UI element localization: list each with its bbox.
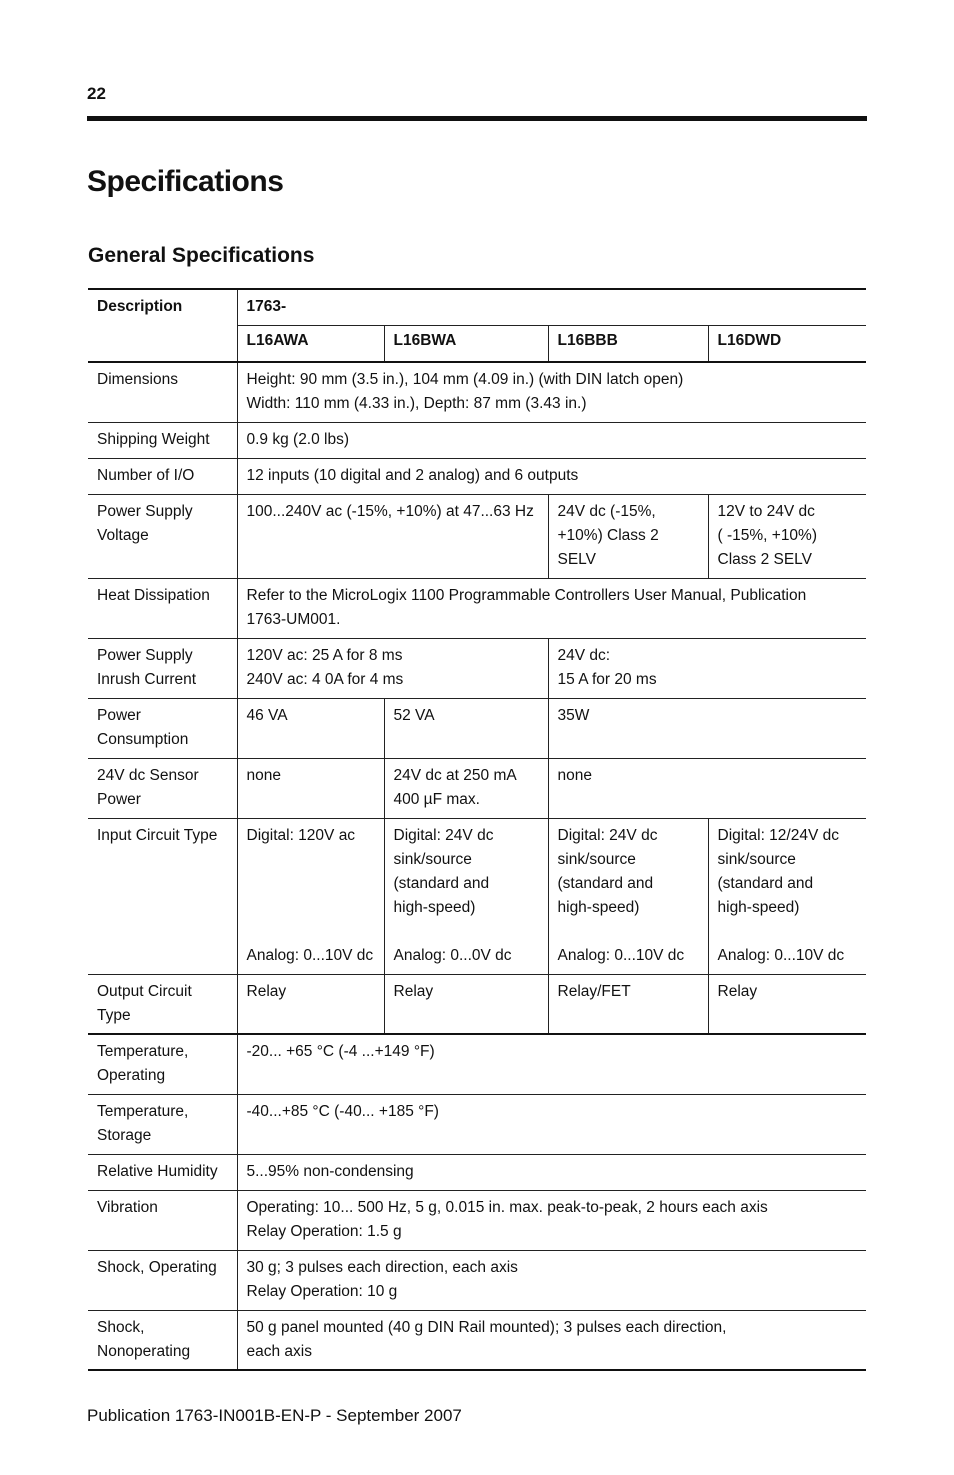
row-label: Shock, Operating xyxy=(88,1250,237,1310)
table-row xyxy=(88,458,866,494)
value-line: Class 2 SELV xyxy=(717,550,812,568)
publication-footer: Publication 1763-IN001B-EN-P - September 2007 xyxy=(87,1406,462,1425)
table-row xyxy=(88,698,866,758)
row-label xyxy=(88,974,237,1034)
row-label: Shipping Weight xyxy=(88,422,237,458)
column-header-model: L16BWA xyxy=(384,326,548,363)
value-line: sink/source xyxy=(717,850,796,868)
row-label xyxy=(88,1034,237,1094)
row-label xyxy=(88,1094,237,1154)
page-title: Specifications xyxy=(87,165,284,198)
value-line: Operating: 10... 500 Hz, 5 g, 0.015 in. max. peak-to-peak, 2 hours each axis xyxy=(246,1198,768,1216)
label-line: Operating xyxy=(97,1067,166,1084)
row-label: Input Circuit Type xyxy=(88,818,237,974)
label-line: Power xyxy=(97,790,141,808)
table-row xyxy=(88,638,866,698)
value-line: 400 µF max. xyxy=(393,790,480,808)
table-header-row xyxy=(88,289,866,326)
value-line: Digital: 120V ac xyxy=(246,826,356,844)
value-line: (standard and xyxy=(557,874,654,892)
table-row xyxy=(88,1190,866,1250)
cell-awa-output: Relay xyxy=(237,974,384,1034)
cell-dwd-input xyxy=(708,818,866,974)
row-value: -20... +65 °C (-4 ...+149 °F) xyxy=(237,1034,866,1094)
value-line: 24V dc at 250 mA xyxy=(393,766,517,784)
value-line: 24V dc (-15%, xyxy=(557,502,656,520)
cell-dc-sensor: none xyxy=(548,758,866,818)
value-line: Analog: 0...10V dc xyxy=(246,946,374,964)
row-value: 12 inputs (10 digital and 2 analog) and 6 outputs xyxy=(237,458,866,494)
row-label xyxy=(88,1310,237,1370)
label-line: Inrush Current xyxy=(97,670,197,688)
value-line: 30 g; 3 pulses each direction, each axis xyxy=(246,1258,518,1276)
column-header-model: L16DWD xyxy=(708,326,866,363)
row-label xyxy=(88,698,237,758)
cell-awa-input xyxy=(237,818,384,974)
value-line: 50 g panel mounted (40 g DIN Rail mounted); 3 pulses each direction, xyxy=(246,1318,727,1336)
row-value xyxy=(237,362,866,422)
value-line: 120V ac: 25 A for 8 ms xyxy=(246,646,403,664)
row-label: Number of I/O xyxy=(88,458,237,494)
cell-ac-inrush xyxy=(237,638,548,698)
label-line: Storage xyxy=(97,1126,152,1144)
label-line: Temperature, xyxy=(97,1102,189,1120)
cell-bwa-output: Relay xyxy=(384,974,548,1034)
value-line: +10%) Class 2 SELV xyxy=(557,526,659,568)
value-line: Digital: 24V dc xyxy=(393,826,494,844)
row-label: Heat Dissipation xyxy=(88,578,237,638)
value-line: Analog: 0...10V dc xyxy=(557,946,685,964)
value-line: Digital: 12/24V dc xyxy=(717,826,839,844)
label-line: Type xyxy=(97,1006,131,1024)
cell-dwd-voltage xyxy=(708,494,866,578)
label-line: Temperature, xyxy=(97,1043,189,1060)
row-label: Vibration xyxy=(88,1190,237,1250)
row-label xyxy=(88,494,237,578)
column-header-model: L16AWA xyxy=(237,326,384,363)
cell-dwd-output: Relay xyxy=(708,974,866,1034)
cell-bbb-voltage xyxy=(548,494,708,578)
cell-bbb-input xyxy=(548,818,708,974)
label-line: Power Supply xyxy=(97,502,193,520)
label-line: Power Supply xyxy=(97,646,193,664)
value-line: 24V dc: xyxy=(557,646,611,664)
label-line: Shock, xyxy=(97,1318,145,1336)
value-line: high-speed) xyxy=(717,898,800,916)
page-number: 22 xyxy=(87,84,106,103)
cell-awa-consumption: 46 VA xyxy=(237,698,384,758)
value-line: 240V ac: 4 0A for 4 ms xyxy=(246,670,404,688)
row-value: -40...+85 °C (-40... +185 °F) xyxy=(237,1094,866,1154)
label-line: Consumption xyxy=(97,730,189,748)
table-row xyxy=(88,362,866,422)
value-line: high-speed) xyxy=(557,898,640,916)
column-header-model: L16BBB xyxy=(548,326,708,363)
value-line: 1763-UM001. xyxy=(246,610,341,628)
column-header-series: 1763- xyxy=(237,289,866,326)
value-line: 15 A for 20 ms xyxy=(557,670,657,688)
row-value: 0.9 kg (2.0 lbs) xyxy=(237,422,866,458)
value-line: Relay Operation: 10 g xyxy=(246,1282,398,1300)
value-line: sink/source xyxy=(393,850,472,868)
cell-awa-sensor: none xyxy=(237,758,384,818)
table-row xyxy=(88,1310,866,1370)
row-label xyxy=(88,638,237,698)
cell-bwa-input xyxy=(384,818,548,974)
table-row xyxy=(88,1154,866,1190)
value-line: Height: 90 mm (3.5 in.), 104 mm (4.09 in.) (with DIN latch open) xyxy=(246,371,684,388)
row-label: Relative Humidity xyxy=(88,1154,237,1190)
value-line: Width: 110 mm (4.33 in.), Depth: 87 mm (3.43 in.) xyxy=(246,395,587,412)
row-value xyxy=(237,1310,866,1370)
row-value: 5...95% non-condensing xyxy=(237,1154,866,1190)
table-row xyxy=(88,1034,866,1094)
table-row xyxy=(88,578,866,638)
table-row xyxy=(88,1094,866,1154)
column-header-description: Description xyxy=(88,289,237,362)
label-line: Nonoperating xyxy=(97,1342,191,1360)
label-line: Output Circuit xyxy=(97,982,192,1000)
label-line: Power xyxy=(97,706,141,724)
table-row xyxy=(88,1250,866,1310)
specifications-table xyxy=(88,288,866,1371)
value-line: Digital: 24V dc xyxy=(557,826,658,844)
row-label: Dimensions xyxy=(88,362,237,422)
value-line: each axis xyxy=(246,1342,312,1360)
value-line: Analog: 0...0V dc xyxy=(393,946,512,964)
table-row xyxy=(88,974,866,1034)
cell-bwa-sensor xyxy=(384,758,548,818)
value-line: (standard and xyxy=(393,874,490,892)
label-line: Voltage xyxy=(97,526,149,544)
row-value xyxy=(237,1190,866,1250)
value-line: Refer to the MicroLogix 1100 Programmable Controllers User Manual, Publication xyxy=(246,586,807,604)
value-line: ( -15%, +10%) xyxy=(717,526,818,544)
value-line: (standard and xyxy=(717,874,814,892)
row-label xyxy=(88,758,237,818)
cell-dc-inrush xyxy=(548,638,866,698)
row-value xyxy=(237,578,866,638)
table-row xyxy=(88,818,866,974)
value-line: sink/source xyxy=(557,850,636,868)
row-value xyxy=(237,1250,866,1310)
cell-dc-consumption: 35W xyxy=(548,698,866,758)
label-line: 24V dc Sensor xyxy=(97,766,199,784)
table-row xyxy=(88,422,866,458)
header-rule xyxy=(87,116,867,121)
value-line: Analog: 0...10V dc xyxy=(717,946,845,964)
cell-ac-voltage: 100...240V ac (-15%, +10%) at 47...63 Hz xyxy=(237,494,548,578)
value-line: Relay Operation: 1.5 g xyxy=(246,1222,402,1240)
section-title: General Specifications xyxy=(88,244,315,267)
cell-bbb-output: Relay/FET xyxy=(548,974,708,1034)
value-line: 12V to 24V dc xyxy=(717,502,815,520)
value-line: high-speed) xyxy=(393,898,476,916)
table-row xyxy=(88,758,866,818)
table-row xyxy=(88,494,866,578)
cell-bwa-consumption: 52 VA xyxy=(384,698,548,758)
